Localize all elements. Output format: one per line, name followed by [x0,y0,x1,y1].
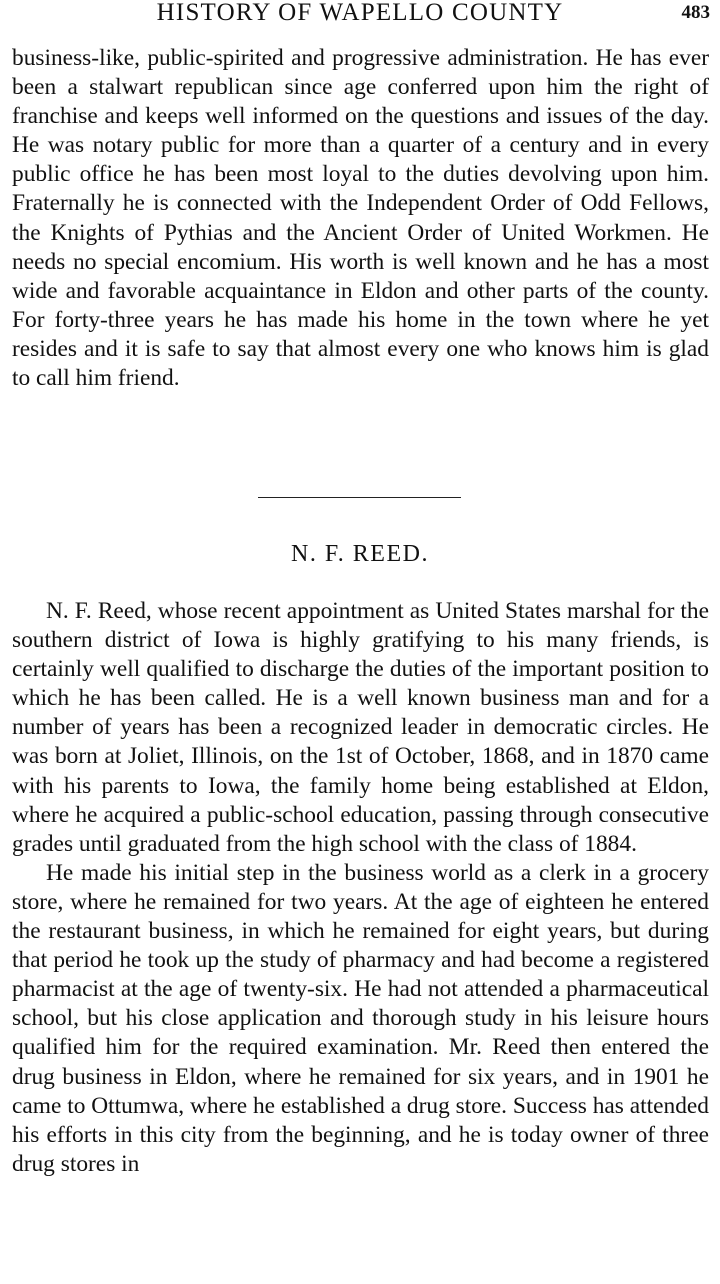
running-header [0,0,720,30]
section-heading: N. F. REED. [291,541,429,567]
section-divider-rule [258,497,461,498]
paragraph: business-like, public-spirited and progressive administration. He has ever been a stalwart republican since age conferred upon him the right of franchise and keeps well informed on the questions and issues of the day. He was notary public for more than a quarter of a century and in every public office he has been most loyal to the duties devolving upon him. Fraternally he is connected with the Independent Order of Odd Fellows, the Knights of Pythias and the Ancient Order of United Workmen. He needs no special encomium. His worth is well known and he has a most wide and favorable acquaintance in Eldon and other parts of the county. For forty-three years he has made his home in the town where he yet resides and it is safe to say that almost every one who knows him is glad to call him friend. [12,45,709,392]
paragraph: He made his initial step in the business world as a clerk in a grocery store, where he remained for two years. At the age of eighteen he entered the restaurant business, in which he remained for eight years, but during that period he took up the study of pharmacy and had become a registered pharmacist at the age of twenty-six. He had not attended a pharmaceutical school, but his close application and thorough study in his leisure hours qualified him for the required examination. Mr. Reed then entered the drug business in Eldon, where he remained for six years, and in 1901 he came to Ottumwa, where he established a drug store. Success has attended his efforts in this city from the beginning, and he is today owner of three drug stores in [12,859,709,1177]
page-number: 483 [681,2,710,23]
paragraph: N. F. Reed, whose recent appointment as United States marshal for the southern district of Iowa is highly gratifying to his many friends, is certainly well qualified to discharge the duties of the important position to which he has been called. He is a well known business man and for a number of years has been a recognized leader in democratic circles. He was born at Joliet, Illinois, on the 1st of October, 1868, and in 1870 came with his parents to Iowa, the family home being established at Eldon, where he acquired a public-school education, passing through consecutive grades until graduated from the high school with the class of 1884. [12,598,709,857]
continuation-text-block [12,44,709,393]
running-title: HISTORY OF WAPELLO COUNTY [156,0,564,26]
section-text-block [12,597,709,1179]
